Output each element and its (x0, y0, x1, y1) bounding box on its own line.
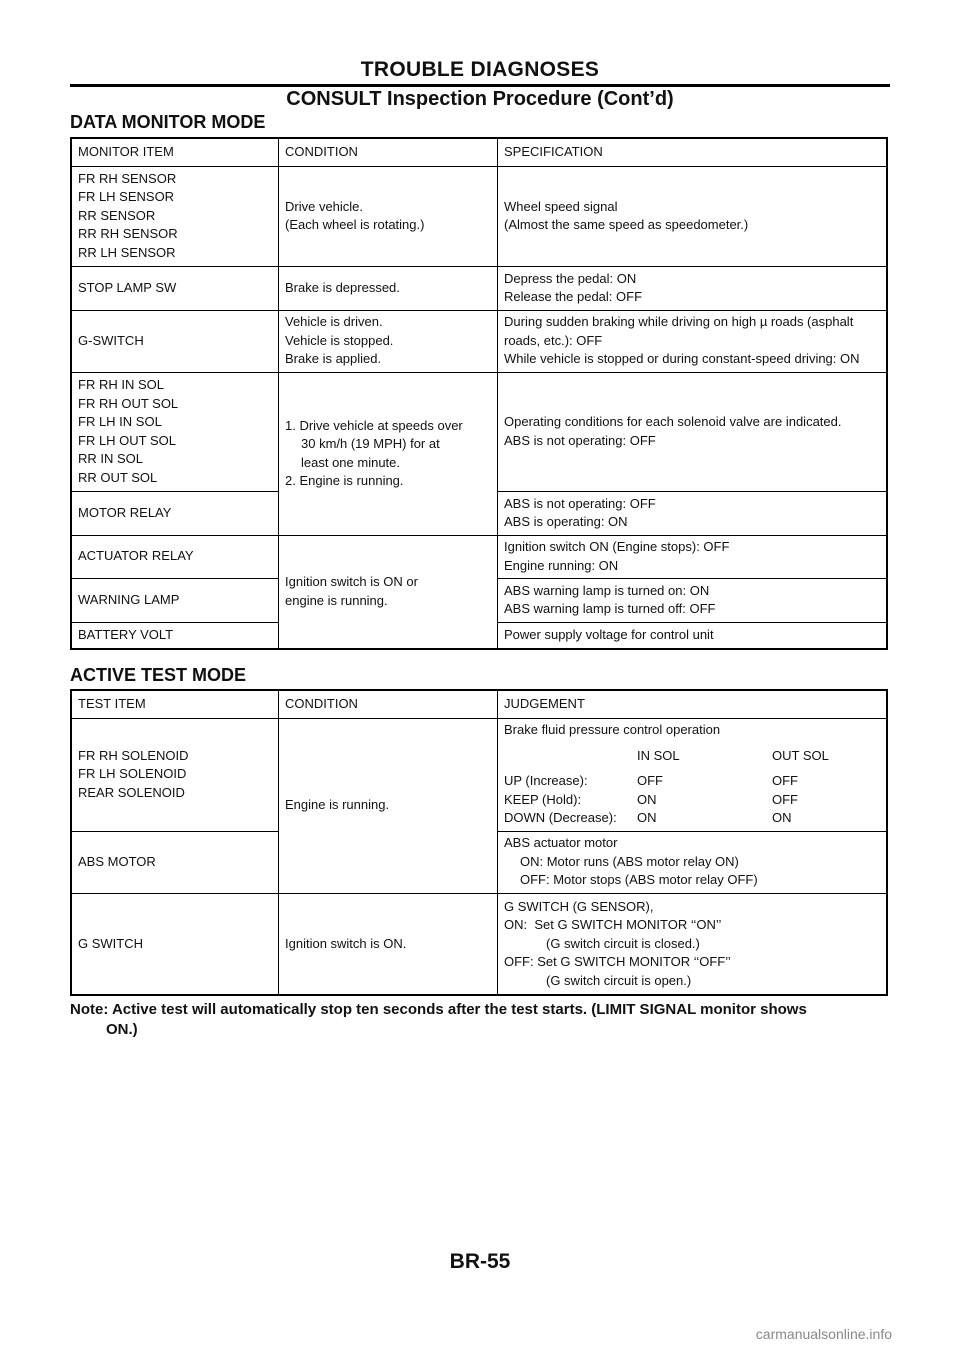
column-header: MONITOR ITEM (71, 138, 279, 166)
condition-line: least one minute. (301, 454, 401, 470)
grid-cell: ON (637, 810, 657, 826)
active-test-heading: ACTIVE TEST MODE (70, 665, 247, 685)
judgement (498, 893, 888, 995)
monitor-item: BATTERY VOLT (71, 622, 279, 649)
judgement-line: ABS actuator motor (504, 835, 618, 851)
table-row (71, 535, 887, 578)
data-monitor-table (70, 137, 888, 650)
condition: Brake is depressed. (279, 266, 498, 310)
monitor-item: FR RH SENSOR FR LH SENSOR RR SENSOR RR RH SENSOR RR LH SENSOR (71, 166, 279, 266)
table-row (71, 372, 887, 491)
monitor-item: WARNING LAMP (71, 578, 279, 622)
condition: Ignition switch is ON. (279, 893, 498, 995)
monitor-item: MOTOR RELAY (71, 491, 279, 535)
specification: ABS warning lamp is turned on: ON ABS warning lamp is turned off: OFF (498, 578, 888, 622)
condition-line: 2. Engine is running. (285, 473, 404, 488)
active-test-table (70, 689, 888, 996)
monitor-item: FR RH IN SOL FR RH OUT SOL FR LH IN SOL FR LH OUT SOL RR IN SOL RR OUT SOL (71, 372, 279, 491)
monitor-item: ACTUATOR RELAY (71, 535, 279, 578)
monitor-item: STOP LAMP SW (71, 266, 279, 310)
solenoid-state-grid (504, 747, 880, 766)
grid-cell: IN SOL (637, 747, 680, 763)
specification: Wheel speed signal (Almost the same speed as speedometer.) (498, 166, 888, 266)
column-header: JUDGEMENT (498, 690, 888, 718)
header-rule (70, 84, 890, 87)
specification: Depress the pedal: ON Release the pedal: OFF (498, 266, 888, 310)
table-row (71, 893, 887, 995)
solenoid-state-grid (504, 772, 880, 828)
column-header: SPECIFICATION (498, 138, 888, 166)
specification: Operating conditions for each solenoid valve are indicated. ABS is not operating: OFF (498, 372, 888, 491)
note-line: ON.) (106, 1021, 138, 1038)
grid-cell: OUT SOL (772, 747, 829, 763)
condition: Ignition switch is ON or engine is running. (279, 535, 498, 649)
specification: ABS is not operating: OFF ABS is operating: ON (498, 491, 888, 535)
grid-cell: ON (772, 810, 792, 826)
judgement (498, 831, 888, 893)
judgement-line: (G switch circuit is closed.) (546, 935, 700, 951)
specification: During sudden braking while driving on high µ roads (asphalt roads, etc.): OFF While vehicle is stopped or during constant-speed driving: ON (498, 310, 888, 372)
test-item: ABS MOTOR (71, 831, 279, 893)
grid-cell: OFF (637, 773, 663, 789)
judgement-line: OFF: Motor stops (ABS motor relay OFF) (520, 872, 758, 888)
table-row (71, 266, 887, 310)
table-header-row (71, 138, 887, 166)
judgement-line: OFF: Set G SWITCH MONITOR ‘‘OFF’’ (504, 954, 731, 969)
condition-line: 1. Drive vehicle at speeds over (285, 417, 463, 433)
condition: Drive vehicle. (Each wheel is rotating.) (279, 166, 498, 266)
judgement-line: ON: Set G SWITCH MONITOR ‘‘ON’’ (504, 917, 722, 932)
condition (279, 372, 498, 535)
judgement-intro: Brake fluid pressure control operation (504, 722, 721, 738)
monitor-item: G-SWITCH (71, 310, 279, 372)
table-row (71, 310, 887, 372)
condition: Vehicle is driven. Vehicle is stopped. Brake is applied. (279, 310, 498, 372)
grid-cell: DOWN (Decrease): (504, 810, 617, 826)
table-row (71, 166, 887, 266)
subsection-title: CONSULT Inspection Procedure (Cont’d) (286, 88, 674, 110)
grid-cell: OFF (772, 773, 798, 789)
specification: Power supply voltage for control unit (498, 622, 888, 649)
test-item: G SWITCH (71, 893, 279, 995)
note (70, 1000, 890, 1040)
judgement-line: (G switch circuit is open.) (546, 972, 692, 988)
section-title: TROUBLE DIAGNOSES (360, 58, 600, 81)
specification: Ignition switch ON (Engine stops): OFF Engine running: ON (498, 535, 888, 578)
grid-cell: KEEP (Hold): (504, 791, 582, 807)
watermark: carmanualsonline.info (755, 1326, 892, 1342)
column-header: CONDITION (279, 690, 498, 718)
test-item: FR RH SOLENOID FR LH SOLENOID REAR SOLENOID (71, 718, 279, 831)
table-row (71, 718, 887, 831)
grid-cell (504, 747, 637, 766)
judgement-line: G SWITCH (G SENSOR), (504, 898, 654, 914)
column-header: TEST ITEM (71, 690, 279, 718)
note-line: Note: Active test will automatically stop ten seconds after the test starts. (LIMIT SIGNAL monitor shows (70, 1001, 807, 1018)
judgement-line: ON: Motor runs (ABS motor relay ON) (520, 853, 739, 869)
judgement (498, 718, 888, 831)
grid-cell: UP (Increase): (504, 773, 588, 789)
column-header: CONDITION (279, 138, 498, 166)
page-number: BR-55 (449, 1250, 511, 1273)
data-monitor-heading: DATA MONITOR MODE (70, 112, 266, 132)
table-header-row (71, 690, 887, 718)
grid-cell: OFF (772, 791, 798, 807)
condition-line: 30 km/h (19 MPH) for at (301, 436, 440, 451)
grid-cell: ON (637, 791, 657, 807)
condition: Engine is running. (279, 718, 498, 893)
